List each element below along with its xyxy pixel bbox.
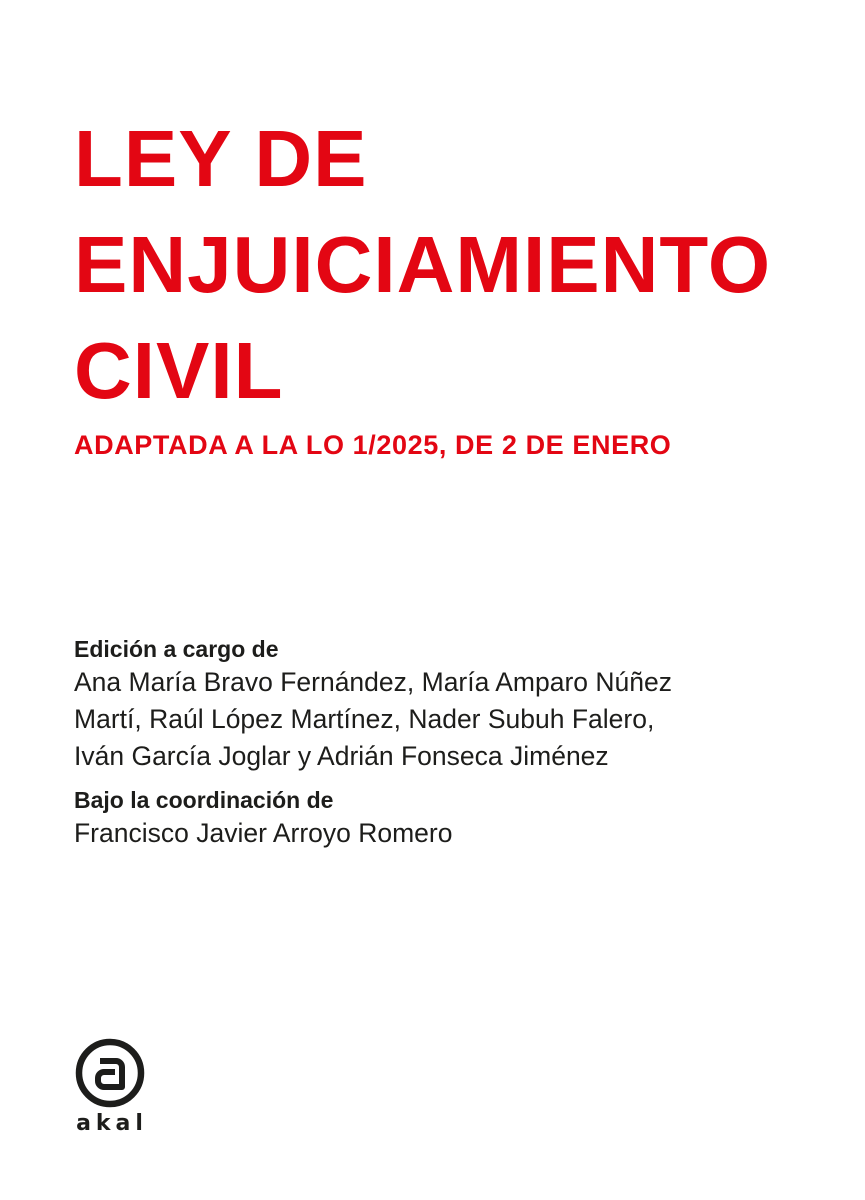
book-title-line-2: ENJUICIAMIENTO (74, 220, 772, 309)
editors-line-2: Martí, Raúl López Martínez, Nader Subuh Falero, (74, 704, 655, 734)
credits-section (74, 634, 834, 852)
editors-line-1: Ana María Bravo Fernández, María Amparo Núñez (74, 667, 673, 697)
book-title-line-3: CIVIL (74, 326, 284, 415)
publisher-logo (70, 1037, 150, 1136)
coordination-heading: Bajo la coordinación de (74, 787, 334, 813)
book-subtitle: ADAPTADA A LA LO 1/2025, DE 2 DE ENERO (74, 430, 672, 460)
book-title-line-1: LEY DE (74, 114, 368, 203)
publisher-name: akal (76, 1111, 148, 1136)
akal-logo-icon (70, 1037, 150, 1109)
coordinator (74, 815, 834, 852)
book-title (74, 106, 834, 424)
edition-editors (74, 664, 834, 775)
editors-line-3: Iván García Joglar y Adrián Fonseca Jiménez (74, 741, 609, 771)
edition-heading: Edición a cargo de (74, 636, 279, 662)
coordinator-name: Francisco Javier Arroyo Romero (74, 818, 453, 848)
